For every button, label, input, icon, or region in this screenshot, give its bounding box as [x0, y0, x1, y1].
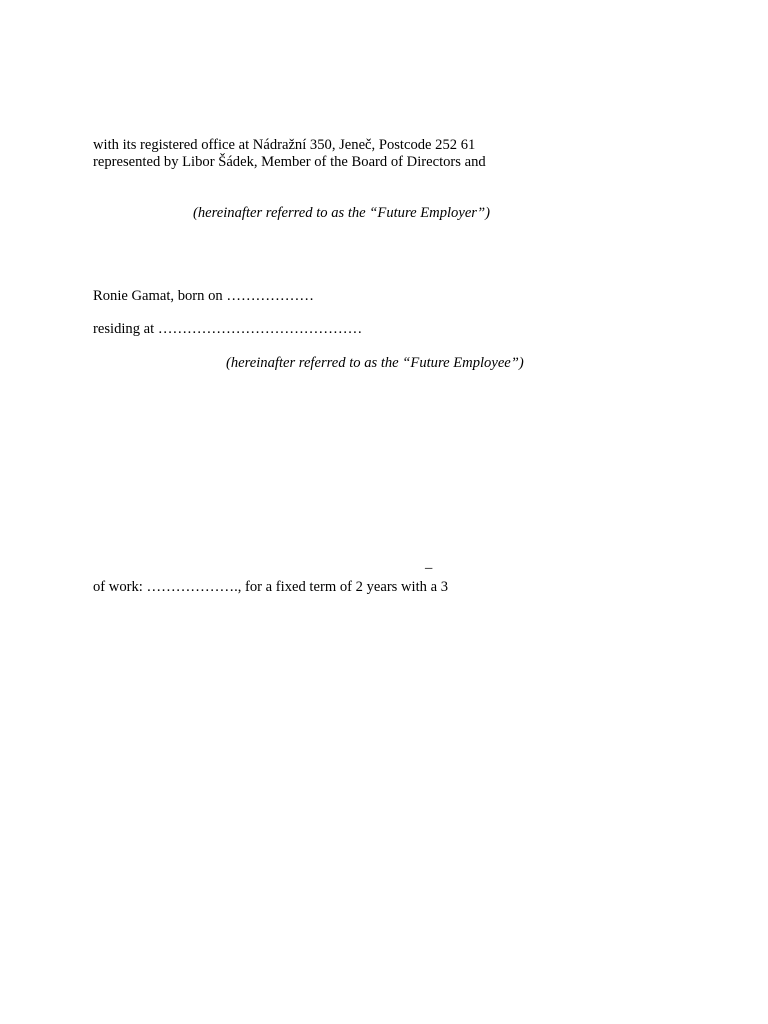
dash-mark: –: [425, 560, 433, 576]
employer-representative: represented by Libor Šádek, Member of the Board of Directors and: [93, 154, 486, 170]
employer-registered-office: with its registered office at Nádražní 350, Jeneč, Postcode 252 61: [93, 137, 476, 153]
future-employee-designation: (hereinafter referred to as the “Future Employee”): [226, 355, 524, 371]
employee-name-birth: Ronie Gamat, born on ………………: [93, 288, 314, 304]
employee-residence: residing at ……………………………………: [93, 321, 363, 337]
work-term-line: of work: ………………., for a fixed term of 2 years with a 3: [93, 579, 449, 595]
future-employer-designation: (hereinafter referred to as the “Future Employer”): [193, 205, 490, 221]
